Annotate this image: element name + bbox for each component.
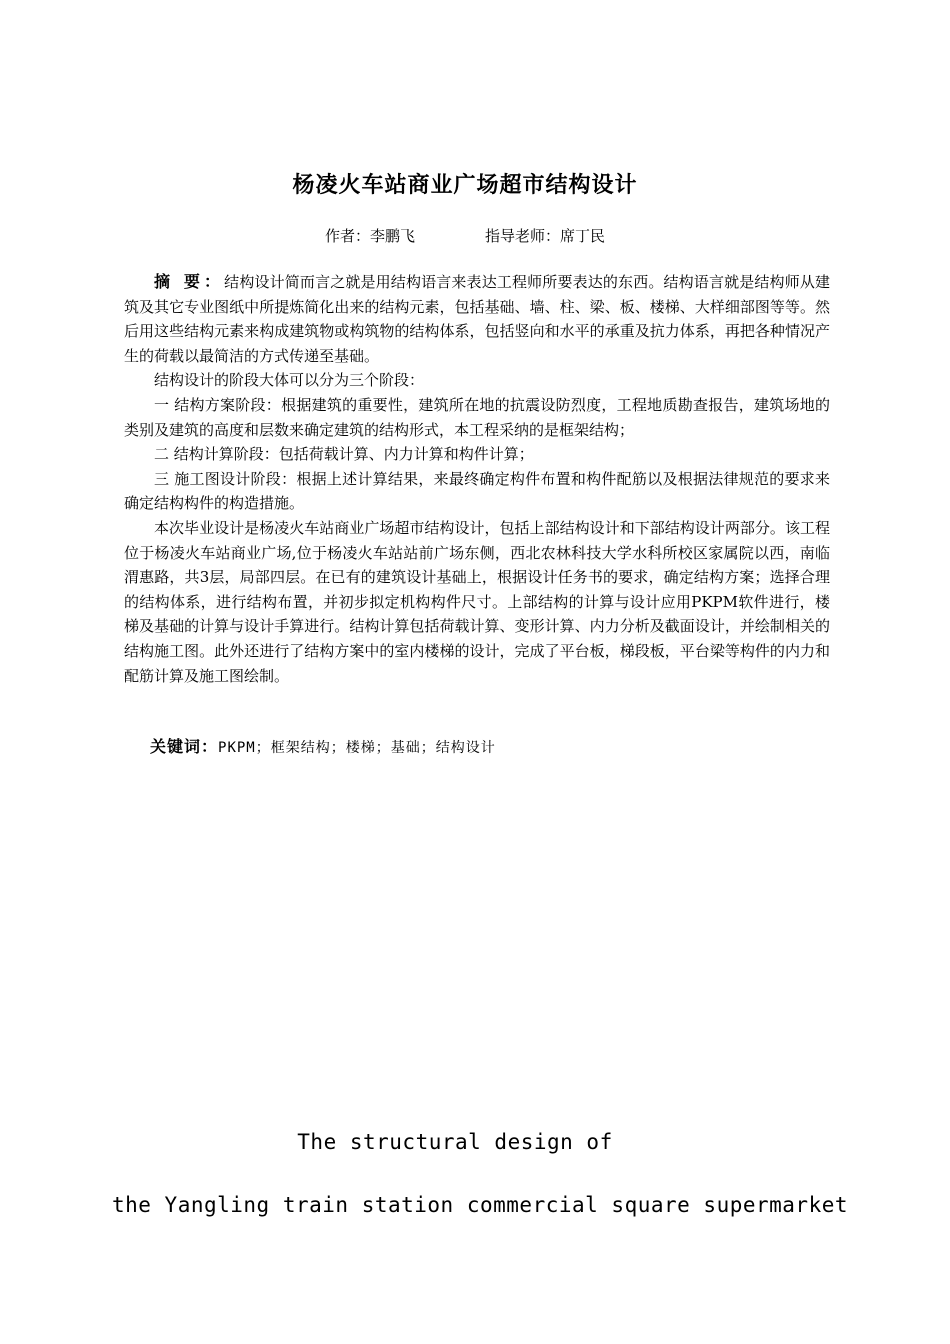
abstract-paragraph xyxy=(124,270,830,368)
abstract-label: 摘 要： xyxy=(154,272,225,291)
stages-intro: 结构设计的阶段大体可以分为三个阶段： xyxy=(154,371,425,390)
english-title-line2: the Yangling train station commercial square supermarket xyxy=(111,1193,848,1217)
project-description: 本次毕业设计是杨凌火车站商业广场超市结构设计，包括上部结构设计和下部结构设计两部分。该工程位于杨凌火车站商业广场,位于杨凌火车站站前广场东侧，西北农林科技大学水科所校区家属院以西，南临渭惠路，共3层，局部四层。在已有的建筑设计基础上，根据设计任务书的要求，确定结构方案；选择合理的结构体系，进行结构布置，并初步拟定机构构件尺寸。上部结构的计算与设计应用PKPM软件进行，楼梯及基础的计算与设计手算进行。结构计算包括荷载计算、变形计算、内力分析及截面设计，并绘制相关的结构施工图。此外还进行了结构方案中的室内楼梯的设计，完成了平台板，梯段板，平台梁等构件的内力和配筋计算及施工图绘制。 xyxy=(124,518,830,685)
english-title-line1: The structural design of xyxy=(297,1130,613,1154)
advisor: 指导老师：席丁民 xyxy=(485,227,606,245)
stage-one: 一 结构方案阶段：根据建筑的重要性，建筑所在地的抗震设防烈度，工程地质勘查报告，建筑场地的类别及建筑的高度和层数来确定建筑的结构形式，本工程采纳的是框架结构； xyxy=(124,395,830,439)
abstract-body xyxy=(124,270,830,688)
keywords-value: PKPM；框架结构；楼梯；基础；结构设计 xyxy=(218,740,496,756)
keywords-label: 关键词： xyxy=(150,737,219,756)
document-title: 杨凌火车站商业广场超市结构设计 xyxy=(292,173,638,198)
abstract-text: 结构设计简而言之就是用结构语言来表达工程师所要表达的东西。结构语言就是结构师从建筑及其它专业图纸中所提炼简化出来的结构元素，包括基础、墙、柱、梁、板、楼梯、大样细部图等等。然后用这些结构元素来构成建筑物或构筑物的结构体系，包括竖向和水平的承重及抗力体系，再把各种情况产生的荷载以最简洁的方式传递至基础。 xyxy=(124,273,830,365)
author: 作者：李鹏飞 xyxy=(324,227,415,245)
stage-two: 二 结构计算阶段：包括荷载计算、内力计算和构件计算； xyxy=(154,445,534,464)
byline xyxy=(0,225,930,246)
stage-three: 三 施工图设计阶段：根据上述计算结果，来最终确定构件布置和构件配筋以及根据法律规范的要求来确定结构构件的构造措施。 xyxy=(124,469,830,513)
keywords-line xyxy=(150,734,496,757)
